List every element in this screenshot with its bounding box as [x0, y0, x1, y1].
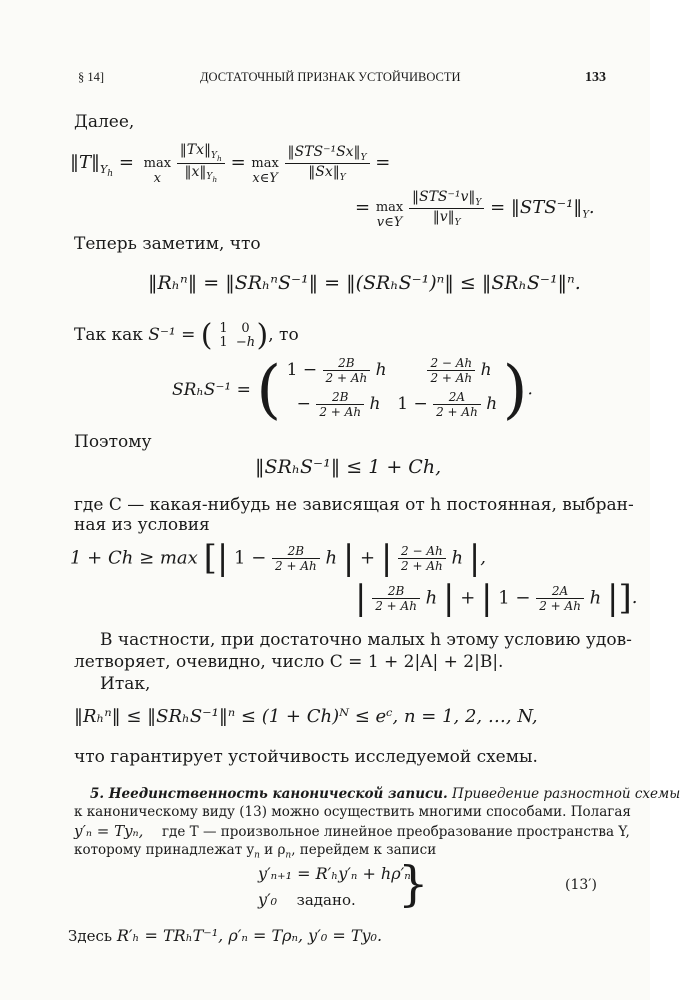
matrix-body: 1 − $\frac{2B}{2 + Ah}$ h $\frac{2 - Ah}{2 + Ah}$ h − $\frac{2B}{2 + Ah}$ h 1 − $\frac{2A}{2 + Ah}$ h: [286, 356, 498, 419]
section5-line4: которому принадлежат $y_n$ и $\rho_n$, перейдем к записи: [74, 842, 437, 861]
s-inverse-matrix: 1 0 1 −h: [219, 320, 256, 350]
section5-title: 5. Неединственность канонической записи.: [90, 786, 448, 802]
equation-bound-c: ‖SRₕS⁻¹‖ ≤ 1 + Ch,: [255, 456, 442, 478]
eq1-max-block: max x: [143, 156, 172, 186]
eq1-fraction-1: $\frac{‖Tx‖_{Y_h}}{‖x‖_{Y_h}}$: [177, 142, 225, 184]
eq1-fraction-2: $\frac{‖STS^{-1}Sx‖_Y}{‖Sx‖_Y}$: [285, 144, 370, 183]
def-y-prime: y′ₙ = Tyₙ,: [74, 822, 144, 840]
s-inverse-lhs: S⁻¹ =: [148, 325, 196, 345]
eq2-max-block: max v∈Y: [375, 200, 404, 230]
section5-transform-text: где T — произвольное линейное преобразование пространства Y,: [161, 824, 630, 840]
running-title: ДОСТАТОЧНЫЙ ПРИЗНАК УСТОЙЧИВОСТИ: [200, 70, 461, 84]
zdes-label: Здесь: [68, 927, 113, 945]
section5-line3: [74, 822, 630, 840]
eq2-fraction: $\frac{‖STS^{-1}v‖_Y}{‖v‖_Y}$: [409, 189, 484, 228]
eq1-lhs: ‖T‖: [70, 152, 101, 173]
eq1-max-block-2: max x∈Y: [251, 156, 279, 186]
equation-condition-row2: | $\frac{2B}{2 + Ah}$ h | + | 1 − $\frac{2A}{2 + Ah}$ h |].: [355, 578, 638, 618]
equation-13prime-line1: y′ₙ₊₁ = R′ₕy′ₙ + hρ′ₙ,: [258, 864, 416, 883]
paragraph-v-chastnosti-2: летворяет, очевидно, число C = 1 + 2|A| + 2|B|.: [74, 652, 504, 672]
equation-norm-t-2: = max v∈Y $\frac{‖STS^{-1}v‖_Y}{‖v‖_Y}$ = $‖STS^{-1}‖_Y$.: [355, 186, 595, 230]
equation-condition-row1: 1 + Ch ≥ max [| 1 − $\frac{2B}{2 + Ah}$ h | + | $\frac{2 - Ah}{2 + Ah}$ h |,: [70, 538, 487, 578]
equation-power-norm: ‖Rₕⁿ‖ = ‖SRₕⁿS⁻¹‖ = ‖(SRₕS⁻¹)ⁿ‖ ≤ ‖SRₕS⁻¹‖ⁿ.: [148, 272, 581, 294]
section-marker: § 14]: [78, 70, 105, 84]
to-label: , то: [268, 325, 299, 345]
paragraph-gde-line2: ная из условия: [74, 515, 210, 535]
paragraph-gde-line1: где C — какая-нибудь не зависящая от h постоянная, выбран-: [74, 495, 634, 515]
equation-13prime-line2: y′₀ задано.: [258, 890, 356, 909]
paragraph-teper: Теперь заметим, что: [74, 234, 261, 254]
cond-lhs: 1 + Ch ≥ max: [70, 547, 198, 569]
paragraph-tak-kak: Так как S⁻¹ = ( 1 0 1 −h), то: [74, 318, 299, 353]
section5-line1: [90, 786, 680, 802]
equation-norm-t: $‖T‖_{Y_h}$ = max x $\frac{‖Tx‖_{Y_h}}{‖x‖_{Y_h}}$ = max x∈Y $\frac{‖STS^{-1}Sx‖_Y}{‖Sx‖_Y}$ =: [70, 141, 391, 186]
section5-line2: к каноническому виду (13) можно осуществить многими способами. Полагая: [74, 804, 631, 820]
matrix-lhs: SRₕS⁻¹ =: [172, 380, 251, 400]
paragraph-v-chastnosti-1: В частности, при достаточно малых h этому условию удов-: [100, 630, 632, 650]
brace-right: }: [398, 856, 429, 912]
tak-kak-label: Так как: [74, 325, 143, 345]
equation-stability-bound: ‖Rₕⁿ‖ ≤ ‖SRₕS⁻¹‖ⁿ ≤ (1 + Ch)ᴺ ≤ eᶜ, n = 1, 2, …, N,: [74, 706, 538, 727]
zadano-label: задано.: [296, 891, 356, 909]
equation-label-13prime: (13′): [565, 877, 597, 893]
paragraph-zdes: [68, 926, 382, 945]
zdes-equation: R′ₕ = TRₕT⁻¹, ρ′ₙ = Tρₙ, y′₀ = Ty₀.: [116, 926, 383, 945]
paragraph-chto-garantiruet: что гарантирует устойчивость исследуемой схемы.: [74, 747, 538, 767]
paragraph-itak: Итак,: [100, 674, 151, 694]
equation-matrix-srs: SRₕS⁻¹ = ( 1 − $\frac{2B}{2 + Ah}$ h $\frac{2 - Ah}{2 + Ah}$ h − $\frac{2B}{2 + Ah}$ h 1 − $\frac{2A}{2 + Ah}$ h ).: [172, 353, 533, 427]
eq2-rhs: = ‖STS⁻¹‖: [490, 197, 583, 218]
paragraph-poetomu: Поэтому: [74, 432, 152, 452]
page-number: 133: [585, 70, 606, 85]
paragraph-dalee: Далее,: [74, 112, 135, 132]
section5-intro: Приведение разностной схемы: [447, 786, 680, 802]
